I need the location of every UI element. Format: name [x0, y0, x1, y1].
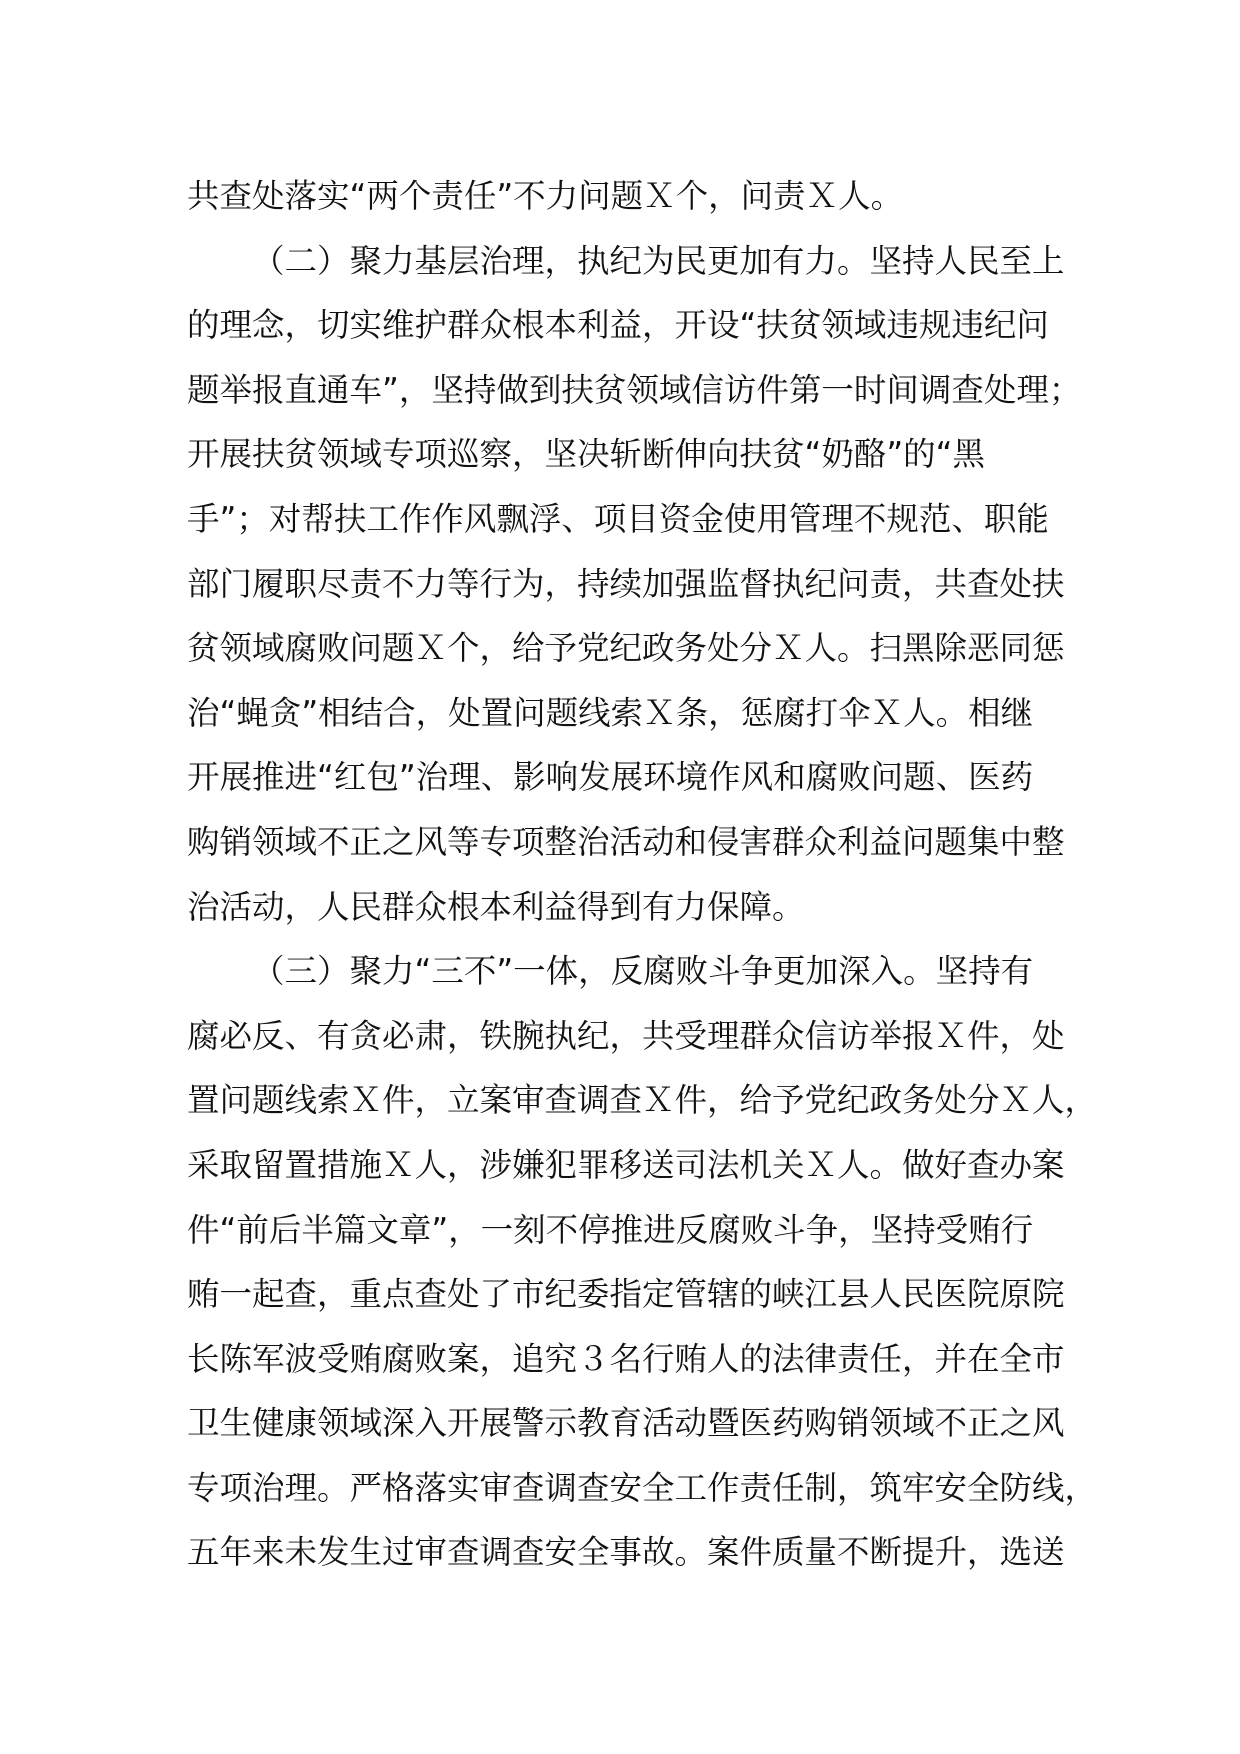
text-line: 置问题线索Ｘ件，立案审查调查Ｘ件，给予党纪政务处分Ｘ人，: [187, 1081, 1098, 1120]
text-line: 五年来未发生过审查调查安全事故。案件质量不断提升，选送: [187, 1533, 1065, 1572]
text-line: 件“前后半篇文章”，一刻不停推进反腐败斗争，坚持受贿行: [187, 1210, 1034, 1249]
text-line: 贿一起查，重点查处了市纪委指定管辖的峡江县人民医院原院: [187, 1275, 1065, 1314]
text-line: 开展扶贫领域专项巡察，坚决斩断伸向扶贫“奶酪”的“黑: [187, 435, 986, 474]
text-line: 长陈军波受贿腐败案，追究３名行贿人的法律责任，并在全市: [187, 1339, 1065, 1378]
text-line: 部门履职尽责不力等行为，持续加强监督执纪问责，共查处扶: [187, 564, 1065, 603]
section-heading-line: （三）聚力“三不”一体，反腐败斗争更加深入。坚持有: [252, 952, 1034, 991]
section-heading-line: （二）聚力基层治理，执纪为民更加有力。坚持人民至上: [252, 241, 1065, 280]
text-line: 手”；对帮扶工作作风飘浮、项目资金使用管理不规范、职能: [187, 499, 1049, 538]
text-line: 共查处落实“两个责任”不力问题Ｘ个，问责Ｘ人。: [187, 177, 904, 215]
text-line: 开展推进“红包”治理、影响发展环境作风和腐败问题、医药: [187, 758, 1034, 797]
text-line: 采取留置措施Ｘ人，涉嫌犯罪移送司法机关Ｘ人。做好查办案: [187, 1145, 1065, 1184]
text-line: 题举报直通车”，坚持做到扶贫领域信访件第一时间调查处理；: [187, 370, 1082, 409]
text-line: 购销领域不正之风等专项整治活动和侵害群众利益问题集中整: [187, 822, 1065, 861]
text-line: 专项治理。严格落实审查调查安全工作责任制，筑牢安全防线，: [187, 1468, 1098, 1507]
text-line: 贫领域腐败问题Ｘ个，给予党纪政务处分Ｘ人。扫黑除恶同惩: [187, 629, 1065, 668]
text-line: 卫生健康领域深入开展警示教育活动暨医药购销领域不正之风: [187, 1404, 1065, 1443]
text-line: 治活动，人民群众根本利益得到有力保障。: [187, 887, 805, 926]
text-line: 腐必反、有贪必肃，铁腕执纪，共受理群众信访举报Ｘ件，处: [187, 1016, 1065, 1055]
body-text: [187, 164, 1098, 1585]
text-line: 治“蝇贪”相结合，处置问题线索Ｘ条，惩腐打伞Ｘ人。相继: [187, 693, 1034, 732]
text-line: 的理念，切实维护群众根本利益，开设“扶贫领域违规违纪问: [187, 306, 1049, 345]
